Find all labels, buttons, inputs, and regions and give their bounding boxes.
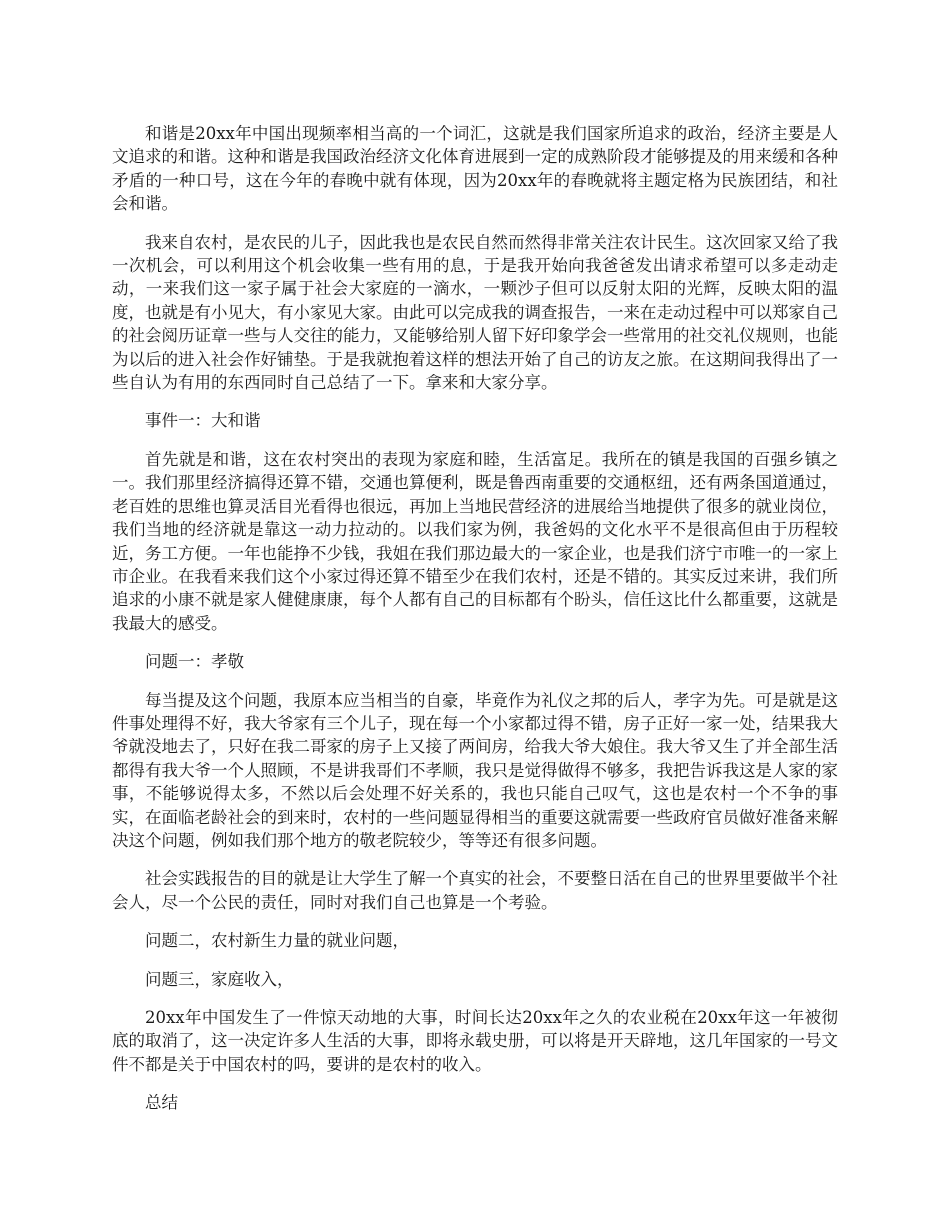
paragraph-purpose: 社会实践报告的目的就是让大学生了解一个真实的社会，不要整日活在自己的世界里要做半个社会人，尽一个公民的责任，同时对我们自己也算是一个考验。 <box>112 869 838 912</box>
document-body <box>112 122 838 1130</box>
heading-event-one: 事件一：大和谐 <box>145 411 261 431</box>
paragraph-event-one: 首先就是和谐，这在农村突出的表现为家庭和睦，生活富足。我所在的镇是我国的百强乡镇之一。我们那里经济搞得还算不错，交通也算便利，既是鲁西南重要的交通枢纽，还有两条国道通过，老百姓的思维也算灵活目光看得也很远，再加上当地民营经济的进展给当地提供了很多的就业岗位，我们当地的经济就是靠这一动力拉动的。以我们家为例，我爸妈的文化水平不是很高但由于历程较近，务工方便。一年也能挣不少钱，我姐在我们那边最大的一家企业，也是我们济宁市唯一的一家上市企业。在我看来我们这个小家过得还算不错至少在我们农村，还是不错的。其实反过来讲，我们所追求的小康不就是家人健健康康，每个人都有自己的目标都有个盼头，信任这比什么都重要，这就是我最大的感受。 <box>112 449 838 633</box>
paragraph-problem-one: 每当提及这个问题，我原本应当相当的自豪，毕竟作为礼仪之邦的后人，孝字为先。可是就是这件事处理得不好，我大爷家有三个儿子，现在每一个小家都过得不错，房子正好一家一处，结果我大爷就没地去了，只好在我二哥家的房子上又接了两间房，给我大爷大娘住。我大爷又生了并全部生活都得有我大爷一个人照顾，不是讲我哥们不孝顺，我只是觉得做得不够多，我把告诉我这是人家的家事，不能够说得太多，不然以后会处理不好关系的，我也只能自己叹气，这也是农村一个不争的事实，在面临老龄社会的到来时，农村的一些问题显得相当的重要这就需要一些政府官员做好准备来解决这个问题，例如我们那个地方的敬老院较少，等等还有很多问题。 <box>112 690 838 850</box>
paragraph-background: 我来自农村，是农民的儿子，因此我也是农民自然而然得非常关注农计民生。这次回家又给了我一次机会，可以利用这个机会收集一些有用的息，于是我开始向我爸爸发出请求希望可以多走动走动，一来我们这一家子属于社会大家庭的一滴水，一颗沙子但可以反射太阳的光辉，反映太阳的温度，也就是有小见大，有小家见大家。由此可以完成我的调查报告，一来在走动过程中可以郑家自己的社会阅历证章一些与人交往的能力，又能够给别人留下好印象学会一些常用的社交礼仪规则，也能为以后的进入社会作好铺垫。于是我就抱着这样的想法开始了自己的访友之旅。在这期间我得出了一些自认为有用的东西同时自己总结了一下。拿来和大家分享。 <box>112 232 838 393</box>
paragraph-harmony-intro: 和谐是20xx年中国出现频率相当高的一个词汇，这就是我们国家所追求的政治，经济主要是人文追求的和谐。这种和谐是我国政治经济文化体育进展到一定的成熟阶段才能够提及的用来缓和各种矛盾的一种口号，这在今年的春晚中就有体现，因为20xx年的春晚就将主题定格为民族团结，和社会和谐。 <box>112 124 838 214</box>
heading-problem-two: 问题二，农村新生力量的就业问题， <box>145 931 409 951</box>
heading-problem-three: 问题三，家庭收入， <box>145 969 294 989</box>
heading-summary: 总结 <box>145 1093 178 1113</box>
paragraph-problem-three: 20xx年中国发生了一件惊天动地的大事，时间长达20xx年之久的农业税在20xx年这一年被彻底的取消了，这一决定许多人生活的大事，即将永载史册，可以将是开天辟地，这几年国家的一号文件不都是关于中国农村的吗，要讲的是农村的收入。 <box>112 1008 838 1074</box>
heading-problem-one: 问题一：孝敬 <box>145 652 244 672</box>
